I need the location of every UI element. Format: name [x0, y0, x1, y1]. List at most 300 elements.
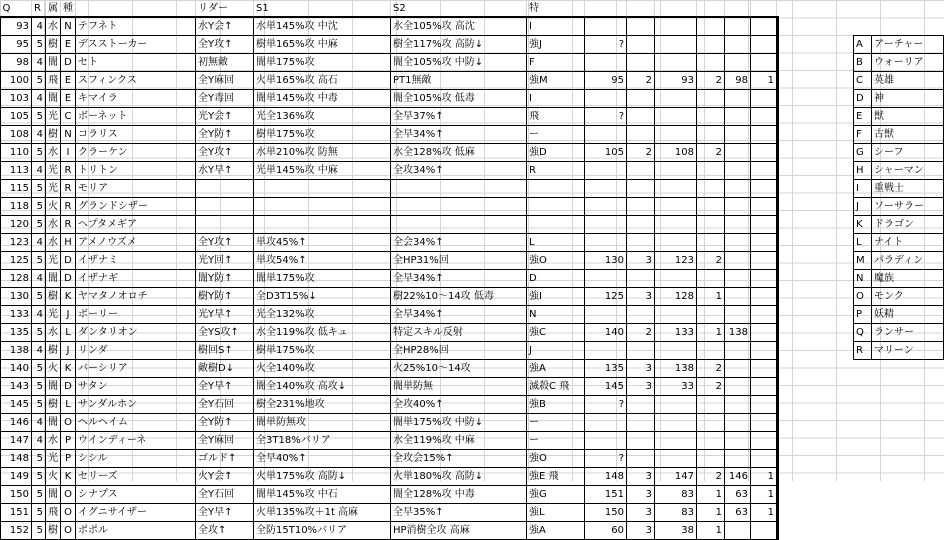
table-cell[interactable]: 93	[655, 72, 697, 90]
table-cell[interactable]: 4	[32, 342, 46, 360]
table-cell[interactable]: 108	[655, 144, 697, 162]
legend-class-name[interactable]: ウォーリア	[872, 54, 944, 72]
table-cell[interactable]: ?	[585, 450, 627, 468]
table-cell[interactable]: 5	[32, 288, 46, 306]
legend-class-name[interactable]: モンク	[872, 288, 944, 306]
table-cell[interactable]	[751, 162, 777, 180]
table-cell[interactable]	[697, 396, 725, 414]
table-cell[interactable]: 5	[32, 396, 46, 414]
legend-class-name[interactable]: 魔族	[872, 270, 944, 288]
table-cell[interactable]	[751, 396, 777, 414]
table-cell[interactable]: 3	[627, 360, 655, 378]
table-cell[interactable]: 63	[725, 504, 751, 522]
table-cell[interactable]: 樹Y防↑	[196, 288, 254, 306]
table-cell[interactable]: 樹22%10～14攻 低毒	[391, 288, 527, 306]
table-cell[interactable]	[627, 414, 655, 432]
table-cell[interactable]: 火単165%攻 高石	[254, 72, 391, 90]
table-cell[interactable]: 全3T18%バリア	[254, 432, 391, 450]
table-cell[interactable]: 146	[725, 468, 751, 486]
table-cell[interactable]	[655, 306, 697, 324]
table-cell[interactable]	[751, 216, 777, 234]
table-cell[interactable]: 5	[32, 180, 46, 198]
table-cell[interactable]: 2	[627, 324, 655, 342]
table-cell[interactable]: N	[527, 306, 585, 324]
table-cell[interactable]: 闇単145%攻 中毒	[254, 90, 391, 108]
table-cell[interactable]: 水	[46, 216, 61, 234]
table-cell[interactable]	[697, 432, 725, 450]
table-cell[interactable]: 3	[627, 504, 655, 522]
table-cell[interactable]: 単攻45%↑	[254, 234, 391, 252]
legend-class-name[interactable]: ナイト	[872, 234, 944, 252]
table-cell[interactable]	[725, 198, 751, 216]
legend-class-name[interactable]: 英雄	[872, 72, 944, 90]
table-cell[interactable]: 飛	[46, 72, 61, 90]
table-cell[interactable]	[655, 432, 697, 450]
table-cell[interactable]	[725, 90, 751, 108]
table-cell[interactable]	[697, 18, 725, 36]
table-cell[interactable]	[751, 432, 777, 450]
table-cell[interactable]: R	[61, 162, 76, 180]
table-cell[interactable]: 5	[32, 36, 46, 54]
table-cell[interactable]: 全早34%↑	[391, 306, 527, 324]
table-cell[interactable]: J	[61, 342, 76, 360]
table-cell[interactable]: 5	[32, 468, 46, 486]
table-cell[interactable]: 全早34%↑	[391, 126, 527, 144]
table-cell[interactable]: 水全128%攻 低麻	[391, 144, 527, 162]
table-cell[interactable]: 全攻34%↑	[391, 162, 527, 180]
table-cell[interactable]: 145	[1, 396, 32, 414]
table-cell[interactable]	[655, 108, 697, 126]
table-cell[interactable]	[585, 216, 627, 234]
table-cell[interactable]: K	[61, 288, 76, 306]
table-cell[interactable]: 全攻会15%↑	[391, 450, 527, 468]
table-cell[interactable]	[751, 234, 777, 252]
table-cell[interactable]: 火単175%攻 高防↓	[254, 468, 391, 486]
table-cell[interactable]: 闇全105%攻 低毒	[391, 90, 527, 108]
table-cell[interactable]: 水全119%攻 中麻	[391, 432, 527, 450]
table-cell[interactable]: 138	[1, 342, 32, 360]
table-cell[interactable]	[725, 126, 751, 144]
table-cell[interactable]: 火全140%攻	[254, 360, 391, 378]
table-cell[interactable]: 83	[655, 486, 697, 504]
table-cell[interactable]: ポポル	[76, 522, 196, 540]
table-cell[interactable]: 138	[655, 360, 697, 378]
table-cell[interactable]: 強G	[527, 486, 585, 504]
table-cell[interactable]: 滅殺C 飛	[527, 378, 585, 396]
table-cell[interactable]: 5	[32, 324, 46, 342]
table-cell[interactable]	[725, 252, 751, 270]
table-cell[interactable]	[725, 414, 751, 432]
table-cell[interactable]: 飛	[46, 504, 61, 522]
table-cell[interactable]	[751, 306, 777, 324]
table-cell[interactable]: 全Y麻回	[196, 432, 254, 450]
table-cell[interactable]: 1	[697, 288, 725, 306]
table-cell[interactable]: 110	[1, 144, 32, 162]
table-cell[interactable]: 4	[32, 126, 46, 144]
table-cell[interactable]	[697, 162, 725, 180]
table-cell[interactable]: 100	[1, 72, 32, 90]
table-cell[interactable]: 樹全117%攻 高防↓	[391, 36, 527, 54]
table-cell[interactable]	[751, 180, 777, 198]
table-cell[interactable]: ボーネット	[76, 108, 196, 126]
table-cell[interactable]	[655, 396, 697, 414]
table-cell[interactable]	[725, 36, 751, 54]
column-header[interactable]: Q	[1, 0, 32, 18]
table-cell[interactable]: 4	[32, 306, 46, 324]
table-cell[interactable]: H	[61, 234, 76, 252]
legend-key[interactable]: P	[854, 306, 872, 324]
table-cell[interactable]: P	[61, 432, 76, 450]
table-cell[interactable]: 3	[627, 486, 655, 504]
table-cell[interactable]	[527, 216, 585, 234]
table-cell[interactable]	[751, 54, 777, 72]
table-cell[interactable]: 123	[1, 234, 32, 252]
table-cell[interactable]	[725, 522, 751, 540]
table-cell[interactable]: 樹回S↑	[196, 342, 254, 360]
table-cell[interactable]: 151	[1, 504, 32, 522]
table-cell[interactable]: バーシリア	[76, 360, 196, 378]
table-cell[interactable]: 全Y石回	[196, 396, 254, 414]
table-cell[interactable]: 強L	[527, 504, 585, 522]
table-cell[interactable]: R	[61, 216, 76, 234]
table-cell[interactable]: 93	[1, 18, 32, 36]
table-cell[interactable]: セト	[76, 54, 196, 72]
table-cell[interactable]: 60	[585, 522, 627, 540]
table-cell[interactable]	[627, 270, 655, 288]
table-cell[interactable]: 149	[1, 468, 32, 486]
table-cell[interactable]	[585, 432, 627, 450]
table-cell[interactable]: 闇単防無	[391, 378, 527, 396]
table-cell[interactable]: R	[61, 198, 76, 216]
table-cell[interactable]: 5	[32, 144, 46, 162]
table-cell[interactable]: 5	[32, 252, 46, 270]
table-cell[interactable]: 全Y防↑	[196, 414, 254, 432]
table-cell[interactable]: 全防15T10%バリア	[254, 522, 391, 540]
table-cell[interactable]: デスストーカー	[76, 36, 196, 54]
table-cell[interactable]	[585, 180, 627, 198]
table-cell[interactable]: 5	[32, 522, 46, 540]
table-cell[interactable]: 38	[655, 522, 697, 540]
table-cell[interactable]: 4	[32, 414, 46, 432]
table-cell[interactable]	[725, 432, 751, 450]
table-cell[interactable]: ウインディーネ	[76, 432, 196, 450]
table-cell[interactable]: 闇単145%攻 中石	[254, 486, 391, 504]
table-cell[interactable]: J	[61, 306, 76, 324]
table-cell[interactable]	[254, 216, 391, 234]
legend-class-name[interactable]: シーフ	[872, 144, 944, 162]
table-cell[interactable]	[254, 180, 391, 198]
table-cell[interactable]: E	[61, 90, 76, 108]
table-cell[interactable]: 闇全128%攻 中毒	[391, 486, 527, 504]
table-cell[interactable]: モリア	[76, 180, 196, 198]
table-cell[interactable]: 水単145%攻 中沈	[254, 18, 391, 36]
table-cell[interactable]	[697, 216, 725, 234]
table-cell[interactable]: 強A	[527, 360, 585, 378]
table-cell[interactable]	[196, 216, 254, 234]
table-cell[interactable]: 光	[46, 450, 61, 468]
table-cell[interactable]: セリーズ	[76, 468, 196, 486]
table-cell[interactable]	[725, 306, 751, 324]
table-cell[interactable]: 全Y攻↑	[196, 36, 254, 54]
table-cell[interactable]	[627, 432, 655, 450]
table-cell[interactable]	[655, 126, 697, 144]
table-cell[interactable]: 火単180%攻 高防↓	[391, 468, 527, 486]
table-cell[interactable]: F	[527, 54, 585, 72]
table-cell[interactable]: L	[61, 396, 76, 414]
table-cell[interactable]	[627, 36, 655, 54]
column-header[interactable]	[76, 0, 196, 18]
table-cell[interactable]: ?	[585, 108, 627, 126]
table-cell[interactable]: 125	[1, 252, 32, 270]
legend-key[interactable]: A	[854, 36, 872, 54]
table-cell[interactable]	[627, 396, 655, 414]
legend-key[interactable]: B	[854, 54, 872, 72]
table-cell[interactable]: ヘルヘイム	[76, 414, 196, 432]
table-cell[interactable]: 2	[627, 72, 655, 90]
table-cell[interactable]: 初無敵	[196, 54, 254, 72]
table-cell[interactable]: 4	[32, 54, 46, 72]
table-cell[interactable]: 1	[697, 522, 725, 540]
table-cell[interactable]: O	[61, 414, 76, 432]
table-cell[interactable]: 闇全140%攻 高攻↓	[254, 378, 391, 396]
table-cell[interactable]	[751, 360, 777, 378]
table-cell[interactable]: 103	[1, 90, 32, 108]
table-cell[interactable]: K	[61, 468, 76, 486]
table-cell[interactable]	[725, 162, 751, 180]
table-cell[interactable]	[697, 198, 725, 216]
table-cell[interactable]: 33	[655, 378, 697, 396]
table-cell[interactable]: 光	[46, 162, 61, 180]
table-cell[interactable]	[254, 198, 391, 216]
legend-key[interactable]: C	[854, 72, 872, 90]
table-cell[interactable]: ヤマタノオロチ	[76, 288, 196, 306]
table-cell[interactable]: PT1無敵	[391, 72, 527, 90]
legend-key[interactable]: N	[854, 270, 872, 288]
table-cell[interactable]: ボーリー	[76, 306, 196, 324]
table-cell[interactable]: 95	[585, 72, 627, 90]
table-cell[interactable]	[585, 126, 627, 144]
table-cell[interactable]: 闇	[46, 54, 61, 72]
table-cell[interactable]: 全YS攻↑	[196, 324, 254, 342]
table-cell[interactable]	[655, 450, 697, 468]
table-cell[interactable]	[725, 144, 751, 162]
legend-key[interactable]: F	[854, 126, 872, 144]
table-cell[interactable]: 135	[1, 324, 32, 342]
table-cell[interactable]: 強O	[527, 450, 585, 468]
table-cell[interactable]	[655, 90, 697, 108]
table-cell[interactable]: 敵樹D↓	[196, 360, 254, 378]
table-cell[interactable]: 全HP31%回	[391, 252, 527, 270]
table-cell[interactable]: 飛	[527, 108, 585, 126]
table-cell[interactable]	[655, 198, 697, 216]
table-cell[interactable]	[751, 450, 777, 468]
table-cell[interactable]: 5	[32, 450, 46, 468]
table-cell[interactable]	[585, 54, 627, 72]
column-header[interactable]: 属	[46, 0, 61, 18]
table-cell[interactable]: 火25%10～14攻	[391, 360, 527, 378]
table-cell[interactable]: R	[527, 162, 585, 180]
table-cell[interactable]	[655, 18, 697, 36]
table-cell[interactable]: 光単145%攻 中麻	[254, 162, 391, 180]
table-cell[interactable]: 全早35%↑	[391, 504, 527, 522]
table-cell[interactable]: R	[61, 180, 76, 198]
table-cell[interactable]: 108	[1, 126, 32, 144]
table-cell[interactable]	[627, 18, 655, 36]
legend-class-name[interactable]: 獣	[872, 108, 944, 126]
table-cell[interactable]: 水全105%攻 高沈	[391, 18, 527, 36]
table-cell[interactable]: 5	[32, 108, 46, 126]
table-cell[interactable]	[725, 216, 751, 234]
table-cell[interactable]: L	[527, 234, 585, 252]
table-cell[interactable]: コラリス	[76, 126, 196, 144]
legend-key[interactable]: G	[854, 144, 872, 162]
table-cell[interactable]: 125	[585, 288, 627, 306]
table-cell[interactable]: 2	[697, 252, 725, 270]
table-cell[interactable]	[751, 324, 777, 342]
table-cell[interactable]	[391, 198, 527, 216]
table-cell[interactable]: 全Y麻回	[196, 72, 254, 90]
table-cell[interactable]: 5	[32, 72, 46, 90]
table-cell[interactable]: 98	[725, 72, 751, 90]
table-cell[interactable]: L	[61, 324, 76, 342]
table-cell[interactable]: 2	[697, 144, 725, 162]
column-header[interactable]: リダー	[196, 0, 254, 18]
table-cell[interactable]	[655, 54, 697, 72]
table-cell[interactable]: 147	[655, 468, 697, 486]
table-cell[interactable]: 光	[46, 306, 61, 324]
table-cell[interactable]	[391, 216, 527, 234]
table-cell[interactable]: 133	[655, 324, 697, 342]
table-cell[interactable]	[627, 162, 655, 180]
column-header[interactable]	[655, 0, 697, 18]
table-cell[interactable]	[751, 342, 777, 360]
table-cell[interactable]: 樹単175%攻	[254, 126, 391, 144]
table-cell[interactable]: 火	[46, 198, 61, 216]
table-cell[interactable]: 全Y早↑	[196, 378, 254, 396]
table-cell[interactable]	[725, 288, 751, 306]
table-cell[interactable]: E	[61, 36, 76, 54]
table-cell[interactable]: シナプス	[76, 486, 196, 504]
table-cell[interactable]: 4	[32, 162, 46, 180]
table-cell[interactable]	[627, 126, 655, 144]
table-cell[interactable]: N	[61, 18, 76, 36]
table-cell[interactable]	[751, 36, 777, 54]
table-cell[interactable]: 128	[1, 270, 32, 288]
table-cell[interactable]: 強M	[527, 72, 585, 90]
table-cell[interactable]	[751, 378, 777, 396]
table-cell[interactable]: 5	[32, 360, 46, 378]
table-cell[interactable]: 闇	[46, 414, 61, 432]
table-cell[interactable]	[585, 342, 627, 360]
table-cell[interactable]: 強I	[527, 288, 585, 306]
table-cell[interactable]: ?	[585, 396, 627, 414]
table-cell[interactable]: I	[527, 90, 585, 108]
table-cell[interactable]: ー	[527, 414, 585, 432]
table-cell[interactable]: 148	[1, 450, 32, 468]
table-cell[interactable]	[655, 342, 697, 360]
table-cell[interactable]: 全早34%↑	[391, 270, 527, 288]
table-cell[interactable]: 闇	[46, 486, 61, 504]
table-cell[interactable]	[697, 414, 725, 432]
table-cell[interactable]	[751, 198, 777, 216]
column-header[interactable]	[585, 0, 627, 18]
table-cell[interactable]	[751, 90, 777, 108]
table-cell[interactable]: 63	[725, 486, 751, 504]
table-cell[interactable]: 105	[1, 108, 32, 126]
column-header[interactable]	[627, 0, 655, 18]
table-cell[interactable]: リンダ	[76, 342, 196, 360]
table-cell[interactable]: 4	[32, 90, 46, 108]
table-cell[interactable]: 2	[697, 378, 725, 396]
table-cell[interactable]: 火Y会↑	[196, 468, 254, 486]
table-cell[interactable]	[585, 90, 627, 108]
table-cell[interactable]: HP消樹全攻 高麻	[391, 522, 527, 540]
table-cell[interactable]	[627, 306, 655, 324]
table-cell[interactable]	[697, 450, 725, 468]
table-cell[interactable]	[725, 180, 751, 198]
table-cell[interactable]: I	[527, 18, 585, 36]
column-header[interactable]: S1	[254, 0, 391, 18]
table-cell[interactable]: 全Y攻↑	[196, 234, 254, 252]
table-cell[interactable]: 闇単175%攻 中防↓	[391, 414, 527, 432]
table-cell[interactable]: 強J	[527, 36, 585, 54]
table-cell[interactable]: 光	[46, 180, 61, 198]
table-cell[interactable]: 5	[32, 198, 46, 216]
column-header[interactable]: 種	[61, 0, 76, 18]
table-cell[interactable]	[751, 522, 777, 540]
table-cell[interactable]	[655, 216, 697, 234]
table-cell[interactable]: 樹単165%攻 中麻	[254, 36, 391, 54]
table-cell[interactable]	[655, 36, 697, 54]
table-cell[interactable]: イザナミ	[76, 252, 196, 270]
table-cell[interactable]: D	[61, 54, 76, 72]
table-cell[interactable]: 143	[1, 378, 32, 396]
table-cell[interactable]: 152	[1, 522, 32, 540]
table-cell[interactable]: 強C	[527, 324, 585, 342]
table-cell[interactable]: 2	[697, 468, 725, 486]
table-cell[interactable]: 4	[32, 234, 46, 252]
table-cell[interactable]: 5	[32, 486, 46, 504]
table-cell[interactable]	[655, 162, 697, 180]
table-cell[interactable]	[697, 90, 725, 108]
column-header[interactable]: S2	[391, 0, 527, 18]
table-cell[interactable]: ?	[585, 36, 627, 54]
table-cell[interactable]: 150	[585, 504, 627, 522]
table-cell[interactable]: 5	[32, 378, 46, 396]
table-cell[interactable]: 145	[585, 378, 627, 396]
table-cell[interactable]: 樹	[46, 36, 61, 54]
legend-class-name[interactable]: ランサー	[872, 324, 944, 342]
table-cell[interactable]: 151	[585, 486, 627, 504]
legend-class-name[interactable]: アーチャー	[872, 36, 944, 54]
table-cell[interactable]: 強O	[527, 252, 585, 270]
table-cell[interactable]: 水Y会↑	[196, 18, 254, 36]
column-header[interactable]	[751, 0, 777, 18]
table-cell[interactable]: 全D3T15%↓	[254, 288, 391, 306]
table-cell[interactable]	[751, 18, 777, 36]
table-cell[interactable]: D	[61, 252, 76, 270]
table-cell[interactable]	[655, 234, 697, 252]
table-cell[interactable]: 3	[627, 378, 655, 396]
table-cell[interactable]: 1	[751, 504, 777, 522]
legend-class-name[interactable]: マリーン	[872, 342, 944, 360]
table-cell[interactable]	[627, 450, 655, 468]
legend-class-name[interactable]: ソーサラー	[872, 198, 944, 216]
table-cell[interactable]: 全Y毒回	[196, 90, 254, 108]
table-cell[interactable]	[585, 198, 627, 216]
legend-key[interactable]: D	[854, 90, 872, 108]
legend-key[interactable]: R	[854, 342, 872, 360]
